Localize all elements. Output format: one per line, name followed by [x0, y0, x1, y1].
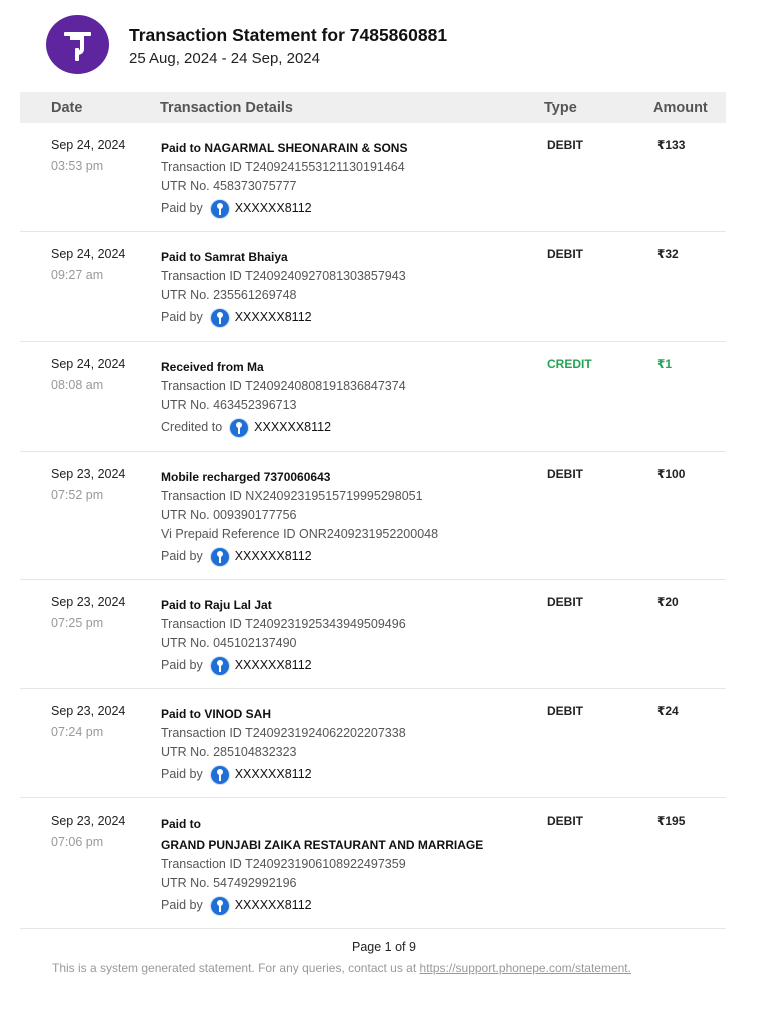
transaction-id: Transaction ID NX24092319515719995298051 [161, 489, 423, 503]
transaction-type: DEBIT [547, 814, 583, 828]
transaction-date: Sep 23, 2024 [51, 467, 126, 481]
transaction-title: Paid to VINOD SAH [161, 707, 272, 721]
transaction-date: Sep 24, 2024 [51, 247, 126, 261]
transaction-title: Mobile recharged 7370060643 [161, 470, 331, 484]
transaction-amount: ₹24 [657, 704, 679, 718]
transaction-row [20, 343, 726, 452]
pay-label: Paid by [161, 767, 203, 781]
transaction-type: DEBIT [547, 138, 583, 152]
transaction-id: Transaction ID T2409231906108922497359 [161, 857, 406, 871]
transaction-details [161, 138, 551, 219]
transaction-amount: ₹20 [657, 595, 679, 609]
payment-source [161, 197, 551, 219]
page-number: Page 1 of 9 [352, 940, 416, 954]
transaction-title: Paid to Raju Lal Jat [161, 598, 272, 612]
account-number: XXXXXX8112 [234, 310, 312, 324]
transaction-id: Transaction ID T2409241553121130191464 [161, 160, 405, 174]
transaction-date: Sep 23, 2024 [51, 595, 126, 609]
transaction-details [161, 814, 551, 916]
payment-source [161, 416, 551, 438]
transaction-type: DEBIT [547, 247, 583, 261]
transaction-amount: ₹32 [657, 247, 679, 261]
transaction-amount: ₹195 [657, 814, 686, 828]
transaction-time: 09:27 am [51, 268, 104, 282]
footer-text: This is a system generated statement. For any queries, contact us at [52, 961, 417, 975]
transaction-time: 07:24 pm [51, 725, 104, 739]
account-number: XXXXXX8112 [234, 658, 312, 672]
pay-label: Paid by [161, 549, 203, 563]
transaction-date: Sep 24, 2024 [51, 138, 126, 152]
transaction-title: Received from Ma [161, 360, 264, 374]
transaction-row [20, 800, 726, 929]
payment-source [161, 763, 551, 785]
transaction-row [20, 453, 726, 580]
bank-icon [211, 766, 229, 784]
utr-number: UTR No. 285104832323 [161, 745, 297, 759]
pay-label: Paid by [161, 310, 203, 324]
support-link[interactable]: https://support.phonepe.com/statement. [419, 961, 631, 975]
transaction-date: Sep 23, 2024 [51, 704, 126, 718]
column-type: Type [544, 100, 577, 116]
transaction-details [161, 357, 551, 438]
column-details: Transaction Details [160, 100, 293, 116]
payment-source [161, 894, 551, 916]
transaction-row [20, 233, 726, 342]
bank-icon [211, 200, 229, 218]
transaction-date: Sep 23, 2024 [51, 814, 126, 828]
utr-number: UTR No. 547492992196 [161, 876, 297, 890]
transaction-details [161, 247, 551, 328]
transaction-id: Transaction ID T2409240808191836847374 [161, 379, 406, 393]
transaction-type: DEBIT [547, 467, 583, 481]
pay-label: Paid by [161, 658, 203, 672]
reference-id: Vi Prepaid Reference ID ONR2409231952200048 [161, 527, 439, 541]
transaction-details [161, 467, 551, 567]
bank-icon [211, 309, 229, 327]
transaction-title: Paid to NAGARMAL SHEONARAIN & SONS [161, 141, 408, 155]
utr-number: UTR No. 045102137490 [161, 636, 297, 650]
transaction-title: Paid to [161, 817, 202, 831]
transaction-type: DEBIT [547, 595, 583, 609]
payment-source [161, 545, 551, 567]
bank-icon [211, 548, 229, 566]
pay-label: Credited to [161, 420, 223, 434]
payment-source [161, 654, 551, 676]
transaction-row [20, 690, 726, 798]
utr-number: UTR No. 458373075777 [161, 179, 297, 193]
pay-label: Paid by [161, 201, 203, 215]
table-header [20, 92, 726, 123]
utr-number: UTR No. 009390177756 [161, 508, 297, 522]
column-date: Date [51, 100, 83, 116]
bank-icon [211, 657, 229, 675]
account-number: XXXXXX8112 [234, 549, 312, 563]
transaction-date: Sep 24, 2024 [51, 357, 126, 371]
pay-label: Paid by [161, 898, 203, 912]
transaction-amount: ₹133 [657, 138, 686, 152]
account-number: XXXXXX8112 [234, 201, 312, 215]
account-number: XXXXXX8112 [234, 898, 312, 912]
transaction-row [20, 124, 726, 232]
bank-icon [230, 419, 248, 437]
transaction-amount: ₹1 [657, 357, 673, 371]
statement-title: Transaction Statement for 7485860881 [129, 25, 448, 45]
phonepe-logo [46, 15, 109, 74]
transaction-details [161, 595, 551, 676]
transaction-id: Transaction ID T2409240927081303857943 [161, 269, 406, 283]
utr-number: UTR No. 463452396713 [161, 398, 297, 412]
transaction-time: 07:06 pm [51, 835, 104, 849]
transaction-time: 08:08 am [51, 378, 104, 392]
account-number: XXXXXX8112 [234, 767, 312, 781]
account-number: XXXXXX8112 [254, 420, 332, 434]
transaction-title-continued: GRAND PUNJABI ZAIKA RESTAURANT AND MARRIAGE [161, 838, 484, 852]
transaction-type: DEBIT [547, 704, 583, 718]
transaction-time: 03:53 pm [51, 159, 104, 173]
payment-source [161, 306, 551, 328]
transaction-title: Paid to Samrat Bhaiya [161, 250, 288, 264]
transaction-row [20, 581, 726, 689]
statement-period: 25 Aug, 2024 - 24 Sep, 2024 [129, 50, 320, 67]
footer-note [52, 961, 631, 975]
utr-number: UTR No. 235561269748 [161, 288, 297, 302]
transaction-type: CREDIT [547, 357, 592, 371]
transaction-details [161, 704, 551, 785]
transaction-time: 07:25 pm [51, 616, 104, 630]
transaction-amount: ₹100 [657, 467, 686, 481]
transaction-id: Transaction ID T2409231924062202207338 [161, 726, 406, 740]
column-amount: Amount [653, 100, 708, 116]
bank-icon [211, 897, 229, 915]
transaction-id: Transaction ID T2409231925343949509496 [161, 617, 406, 631]
transaction-time: 07:52 pm [51, 488, 104, 502]
